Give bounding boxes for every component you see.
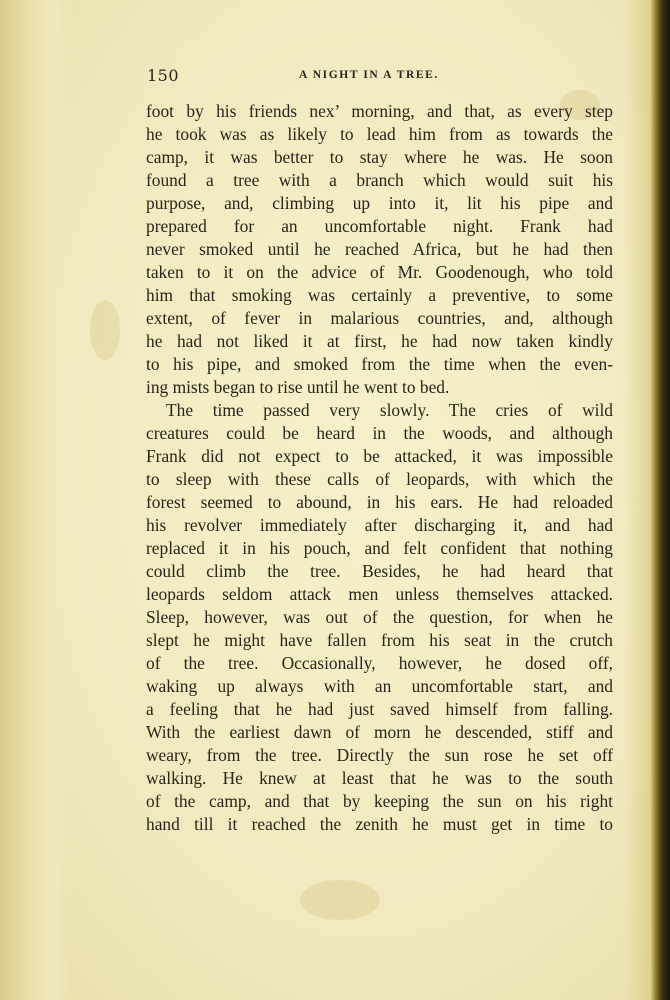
text-line: creatures could be heard in the woods, and although [146, 423, 613, 443]
text-line: waking up always with an uncomfortable start, and [146, 676, 613, 696]
text-line: Sleep, however, was out of the question, for when he [146, 607, 613, 627]
text-line: With the earliest dawn of morn he descended, stiff and [146, 722, 613, 742]
text-line: replaced it in his pouch, and felt confident that nothing [146, 538, 613, 558]
text-line: walking. He knew at least that he was to the south [146, 768, 613, 788]
text-line: to sleep with these calls of leopards, with which the [146, 469, 613, 489]
text-line: weary, from the tree. Directly the sun rose he set off [146, 745, 613, 765]
text-line: his revolver immediately after discharging it, and had [146, 515, 613, 535]
text-line: extent, of fever in malarious countries, and, although [146, 308, 613, 328]
text-line: forest seemed to abound, in his ears. He had reloaded [146, 492, 613, 512]
text-line: prepared for an uncomfortable night. Frank had [146, 216, 613, 236]
page-number: 150 [147, 66, 180, 85]
body-text [146, 100, 613, 836]
text-line: him that smoking was certainly a preventive, to some [146, 285, 613, 305]
text-line: to his pipe, and smoked from the time when the even- [146, 354, 613, 374]
text-line: taken to it on the advice of Mr. Goodenough, who told [146, 262, 613, 282]
text-line: slept he might have fallen from his seat in the crutch [146, 630, 613, 650]
text-line: foot by his friends nex’ morning, and that, as every step [146, 101, 613, 121]
text-line: of the tree. Occasionally, however, he dosed off, [146, 653, 613, 673]
text-line: camp, it was better to stay where he was. He soon [146, 147, 613, 167]
page-edge [650, 0, 670, 1000]
running-head: A NIGHT IN A TREE. [299, 69, 439, 81]
text-line: found a tree with a branch which would suit his [146, 170, 613, 190]
text-line: could climb the tree. Besides, he had heard that [146, 561, 613, 581]
page-edge-shadow [624, 0, 650, 1000]
text-line: ing mists began to rise until he went to bed. [146, 377, 450, 397]
text-line: never smoked until he reached Africa, but he had then [146, 239, 613, 259]
text-line: The time passed very slowly. The cries of wild [166, 400, 613, 420]
page-gutter [0, 0, 70, 1000]
text-line: a feeling that he had just saved himself from falling. [146, 699, 613, 719]
paper-stain [300, 880, 380, 920]
text-line: leopards seldom attack men unless themselves attacked. [146, 584, 613, 604]
text-line: he had not liked it at first, he had now taken kindly [146, 331, 613, 351]
text-line: he took was as likely to lead him from as towards the [146, 124, 613, 144]
text-line: hand till it reached the zenith he must get in time to [146, 814, 613, 834]
text-line: of the camp, and that by keeping the sun on his right [146, 791, 613, 811]
paper-stain [90, 300, 120, 360]
page-header [147, 66, 607, 88]
text-line: Frank did not expect to be attacked, it was impossible [146, 446, 613, 466]
text-line: purpose, and, climbing up into it, lit his pipe and [146, 193, 613, 213]
